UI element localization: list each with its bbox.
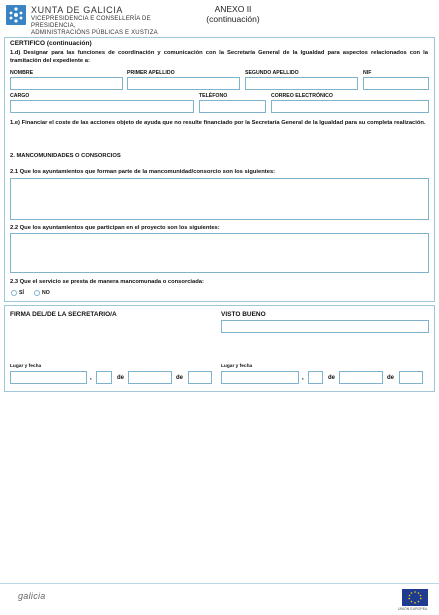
eu-caption: UNIÓN EUROPEA	[398, 607, 428, 611]
annex-subtitle: (continuación)	[206, 14, 260, 24]
segundo-apellido-field[interactable]	[245, 77, 358, 90]
left-day-field[interactable]	[96, 371, 112, 384]
department-line-1: VICEPRESIDENCIA E CONSELLERÍA DE PRESIDENCIA,	[31, 16, 151, 29]
cargo-label: CARGO	[10, 93, 30, 99]
nif-field[interactable]	[363, 77, 429, 90]
right-place-date-label: Lugar y fecha	[221, 364, 253, 369]
yes-radio[interactable]	[11, 290, 17, 296]
question-2-2-textarea[interactable]	[10, 233, 429, 273]
department-name	[31, 16, 181, 37]
item-1d-text: 1.d) Designar para las funciones de coordinación y comunicación con la Secretaría General de la Igualdad para aspectos relacionados con la tramitación del expediente a:	[10, 50, 428, 64]
footer-divider	[0, 583, 439, 584]
primer-apellido-field[interactable]	[127, 77, 240, 90]
annex-heading	[188, 4, 278, 24]
right-place-field[interactable]	[221, 371, 299, 384]
right-day-field[interactable]	[308, 371, 323, 384]
item-1e-text: 1.e) Financiar el coste de las acciones objeto de ayuda que no resulte financiado por la Secretaría General de la Igualdad para su completa realización.	[10, 120, 426, 126]
left-de-2: de	[176, 375, 184, 381]
cargo-field[interactable]	[10, 100, 194, 113]
certificate-title: CERTIFICO (continuación)	[10, 40, 92, 47]
section-2-title: 2. MANCOMUNIDADES O CONSORCIOS	[10, 153, 121, 159]
brand-name: XUNTA DE GALICIA	[31, 5, 123, 15]
right-comma: ,	[302, 375, 304, 381]
no-radio[interactable]	[34, 290, 40, 296]
secretary-signature-title: FIRMA DEL/DE LA SECRETARIO/A	[10, 311, 117, 318]
eu-flag-icon	[402, 589, 428, 606]
correo-label: CORREO ELECTRÓNICO	[271, 93, 333, 99]
nombre-label: NOMBRE	[10, 70, 34, 76]
nif-label: NIF	[363, 70, 372, 76]
left-year-field[interactable]	[188, 371, 212, 384]
right-year-field[interactable]	[399, 371, 423, 384]
left-comma: ,	[90, 375, 92, 381]
approval-title: VISTO BUENO	[221, 311, 266, 318]
nombre-field[interactable]	[10, 77, 123, 90]
question-2-2: 2.2 Que los ayuntamientos que participan en el proyecto son los siguientes:	[10, 225, 220, 231]
right-de-1: de	[328, 375, 336, 381]
question-2-3: 2.3 Que el servicio se presta de manera mancomunada o consorciada:	[10, 279, 204, 285]
annex-title: ANEXO II	[214, 4, 252, 14]
yes-label: SÍ	[19, 290, 24, 296]
question-2-1: 2.1 Que los ayuntamientos que forman parte de la mancomunidad/consorcio son los siguientes:	[10, 169, 276, 175]
no-label: NO	[42, 290, 50, 296]
right-month-field[interactable]	[339, 371, 383, 384]
approval-signature-field[interactable]	[221, 320, 429, 333]
correo-field[interactable]	[271, 100, 429, 113]
left-place-field[interactable]	[10, 371, 87, 384]
department-line-2: ADMINISTRACIÓNS PÚBLICAS E XUSTIZA	[31, 30, 158, 36]
galicia-logo: galicia	[18, 591, 46, 601]
telefono-label: TELÉFONO	[199, 93, 228, 99]
primer-apellido-label: PRIMER APELLIDO	[127, 70, 175, 76]
segundo-apellido-label: SEGUNDO APELLIDO	[245, 70, 299, 76]
left-de-1: de	[117, 375, 125, 381]
question-2-1-textarea[interactable]	[10, 178, 429, 220]
left-month-field[interactable]	[128, 371, 172, 384]
xunta-logo-icon	[6, 5, 26, 25]
telefono-field[interactable]	[199, 100, 266, 113]
left-place-date-label: Lugar y fecha	[10, 364, 42, 369]
right-de-2: de	[387, 375, 395, 381]
